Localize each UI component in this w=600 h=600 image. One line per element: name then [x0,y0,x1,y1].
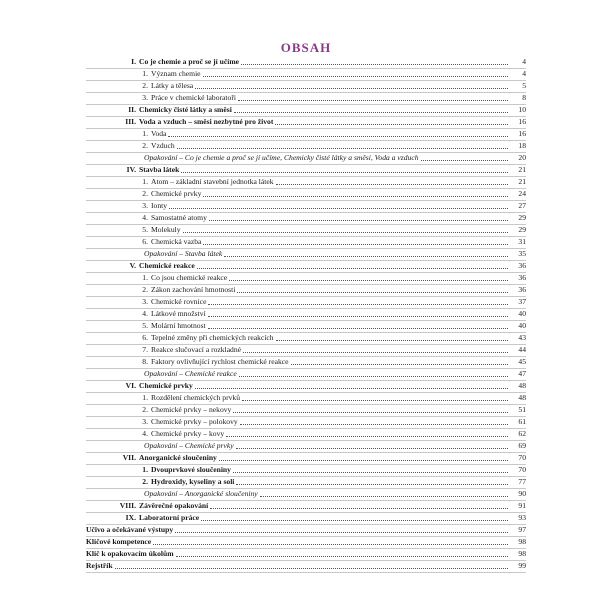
toc-entry-number: 4. [142,213,148,222]
toc-entry-page: 36 [518,285,526,294]
toc-entry-page: 16 [518,129,526,138]
toc-entry-title: Dvouprvkové sloučeniny [151,465,231,474]
toc-entry-title: Látky a tělesa [151,81,194,90]
toc-entry-page: 77 [518,477,526,486]
toc-entry-title: Laboratorní práce [139,513,200,522]
toc-entry-title: Anorganické sloučeniny [139,453,217,462]
toc-entry-number: 6. [142,237,148,246]
toc-entry-title: Klíč k opakovacím úkolům [86,549,174,558]
toc-entry-title: Chemické prvky – polokovy [151,417,238,426]
toc-entry-page: 45 [518,357,526,366]
toc-entry-title: Samostatné atomy [151,213,207,222]
toc-entry-title: Ionty [151,201,168,210]
dot-leader [197,268,508,269]
toc-entry-title: Chemické prvky – nekovy [151,405,232,414]
toc-entry-number: 1. [142,69,148,78]
toc-entry-number: VI. [125,381,136,390]
dot-leader [203,196,508,197]
toc-entry-page: 35 [518,249,526,258]
toc-entry-title: Význam chemie [151,69,201,78]
toc-entry-title: Chemicky čisté látky a směsi [139,105,232,114]
toc-entry-page: 93 [518,513,526,522]
toc-entry-page: 27 [518,201,526,210]
dot-leader [115,568,508,569]
toc-entry-page: 10 [518,105,526,114]
dot-leader [276,340,508,341]
toc-entry-page: 97 [518,525,526,534]
dot-leader [224,256,508,257]
dot-leader [209,220,508,221]
toc-entry-number: 8. [142,357,148,366]
toc-entry-title: Klíčové kompetence [86,537,152,546]
toc-entry-page: 5 [522,81,526,90]
dot-leader [275,124,508,125]
toc-entry-title: Chemická vazba [151,237,202,246]
toc-entry-title: Opakování – Stavba látek [144,249,223,258]
toc-entry-title: Zákon zachování hmotnosti [151,285,236,294]
toc-entry-page: 44 [518,345,526,354]
toc-entry-title: Stavba látek [139,165,180,174]
toc-entry-page: 40 [518,321,526,330]
toc-entry-number: 2. [142,141,148,150]
toc-entry-page: 16 [518,117,526,126]
toc-entry-page: 20 [518,153,526,162]
dot-leader [240,424,508,425]
toc-entry-title: Práce v chemické laboratoři [151,93,236,102]
dot-leader [183,232,508,233]
toc-entry-page: 47 [518,369,526,378]
toc-entry-number: I. [131,57,136,66]
toc-entry-title: Opakování – Chemické prvky [144,441,234,450]
toc-entry-page: 98 [518,537,526,546]
dot-leader [203,244,508,245]
toc-entry-number: 1. [142,129,148,138]
toc-entry-number: 2. [142,285,148,294]
dot-leader [169,208,508,209]
dot-leader [226,436,508,437]
dot-leader [238,100,508,101]
toc-entry-title: Co jsou chemické reakce [151,273,228,282]
toc-entry-title: Chemické prvky [139,381,193,390]
toc-entry-number: III. [125,117,136,126]
toc-entry-title: Vzduch [151,141,175,150]
dot-leader [236,484,508,485]
toc-entry-number: 2. [142,477,148,486]
toc-entry-page: 48 [518,393,526,402]
dot-leader [208,316,508,317]
toc-entry-page: 4 [522,69,526,78]
table-of-contents [86,57,526,573]
dot-leader [229,280,508,281]
toc-entry-title: Voda [151,129,167,138]
toc-entry-page: 91 [518,501,526,510]
toc-entry-page: 51 [518,405,526,414]
dot-leader [168,136,508,137]
toc-entry-page: 90 [518,489,526,498]
toc-entry-page: 99 [518,561,526,570]
dot-leader [233,472,508,473]
dot-leader [236,448,508,449]
dot-leader [176,556,508,557]
toc-entry [86,561,526,573]
toc-entry-page: 21 [518,165,526,174]
toc-entry-number: IX. [125,513,136,522]
toc-entry-number: 1. [142,177,148,186]
toc-entry-number: 1. [142,273,148,282]
dot-leader [242,400,508,401]
toc-entry-number: 4. [142,309,148,318]
page-title: OBSAH [280,40,332,55]
dot-leader [201,520,508,521]
dot-leader [276,184,508,185]
toc-entry-title: Učivo a očekávané výstupy [86,525,174,534]
toc-entry-number: 5. [142,321,148,330]
toc-entry-number: 3. [142,201,148,210]
toc-entry-title: Rozdělení chemických prvků [151,393,240,402]
toc-entry-number: IV. [126,165,136,174]
toc-entry-title: Tepelné změny při chemických reakcích [151,333,274,342]
toc-entry-number: 2. [142,189,148,198]
toc-entry-page: 4 [522,57,526,66]
dot-leader [181,172,508,173]
toc-entry-title: Faktory ovlivňující rychlost chemické reakce [151,357,289,366]
toc-entry-title: Co je chemie a proč se jí učíme [139,57,240,66]
dot-leader [153,544,508,545]
dot-leader [175,532,508,533]
toc-entry-number: 1. [142,465,148,474]
toc-entry-title: Chemické prvky – kovy [151,429,225,438]
dot-leader [195,388,508,389]
dot-leader [237,292,508,293]
toc-entry-number: 3. [142,297,148,306]
dot-leader [208,328,508,329]
toc-entry-title: Chemické rovnice [151,297,207,306]
toc-entry-title: Molekuly [151,225,181,234]
toc-entry-page: 29 [518,225,526,234]
toc-entry-number: VII. [122,453,136,462]
toc-entry-title: Chemické reakce [139,261,195,270]
toc-entry-title: Závěrečné opakování [139,501,209,510]
dot-leader [219,460,508,461]
toc-entry-number: 2. [142,405,148,414]
dot-leader [177,148,508,149]
dot-leader [233,412,508,413]
toc-entry-page: 21 [518,177,526,186]
toc-entry-title: Voda a vzduch – směsi nezbytné pro život [139,117,274,126]
dot-leader [241,64,508,65]
toc-entry-page: 36 [518,273,526,282]
document-page [86,0,526,600]
toc-entry-page: 70 [518,465,526,474]
toc-entry-number: 3. [142,417,148,426]
dot-leader [291,364,509,365]
toc-entry-page: 69 [518,441,526,450]
toc-entry-page: 36 [518,261,526,270]
toc-entry-page: 98 [518,549,526,558]
toc-entry-number: 2. [142,81,148,90]
dot-leader [195,88,508,89]
dot-leader [243,352,508,353]
toc-entry-title: Hydroxidy, kyseliny a soli [151,477,235,486]
toc-entry-page: 40 [518,309,526,318]
toc-entry-page: 43 [518,333,526,342]
toc-entry-page: 62 [518,429,526,438]
toc-entry-number: 5. [142,225,148,234]
toc-entry-number: 7. [142,345,148,354]
toc-entry-title: Opakování – Chemické reakce [144,369,237,378]
toc-entry-page: 70 [518,453,526,462]
toc-entry-page: 24 [518,189,526,198]
toc-entry-number: 3. [142,93,148,102]
toc-entry-title: Chemické prvky [151,189,202,198]
toc-entry-title: Látkové množství [151,309,206,318]
toc-entry-title: Molární hmotnost [151,321,206,330]
toc-entry-page: 61 [518,417,526,426]
toc-entry-page: 8 [522,93,526,102]
dot-leader [234,112,508,113]
toc-entry-page: 29 [518,213,526,222]
toc-entry-number: 4. [142,429,148,438]
toc-entry-page: 31 [518,237,526,246]
dot-leader [208,304,508,305]
toc-entry-number: II. [128,105,136,114]
toc-entry [86,549,526,561]
dot-leader [421,160,509,161]
toc-entry-number: VIII. [119,501,136,510]
toc-entry-number: 1. [142,393,148,402]
toc-entry-page: 18 [518,141,526,150]
toc-entry-title: Atom – základní stavební jednotka látek [151,177,274,186]
toc-entry-number: 6. [142,333,148,342]
toc-entry-page: 48 [518,381,526,390]
toc-entry-title: Opakování – Anorganické sloučeniny [144,489,258,498]
dot-leader [239,376,508,377]
dot-leader [203,76,508,77]
toc-entry-title: Opakování – Co je chemie a proč se jí učíme, Chemicky čisté látky a směsi, Voda a vzduch [144,153,419,162]
toc-entry [86,525,526,537]
toc-entry-number: V. [129,261,136,270]
dot-leader [260,496,508,497]
toc-entry-page: 37 [518,297,526,306]
toc-entry-title: Rejstřík [86,561,113,570]
dot-leader [210,508,508,509]
toc-entry-title: Reakce slučovací a rozkladné [151,345,242,354]
